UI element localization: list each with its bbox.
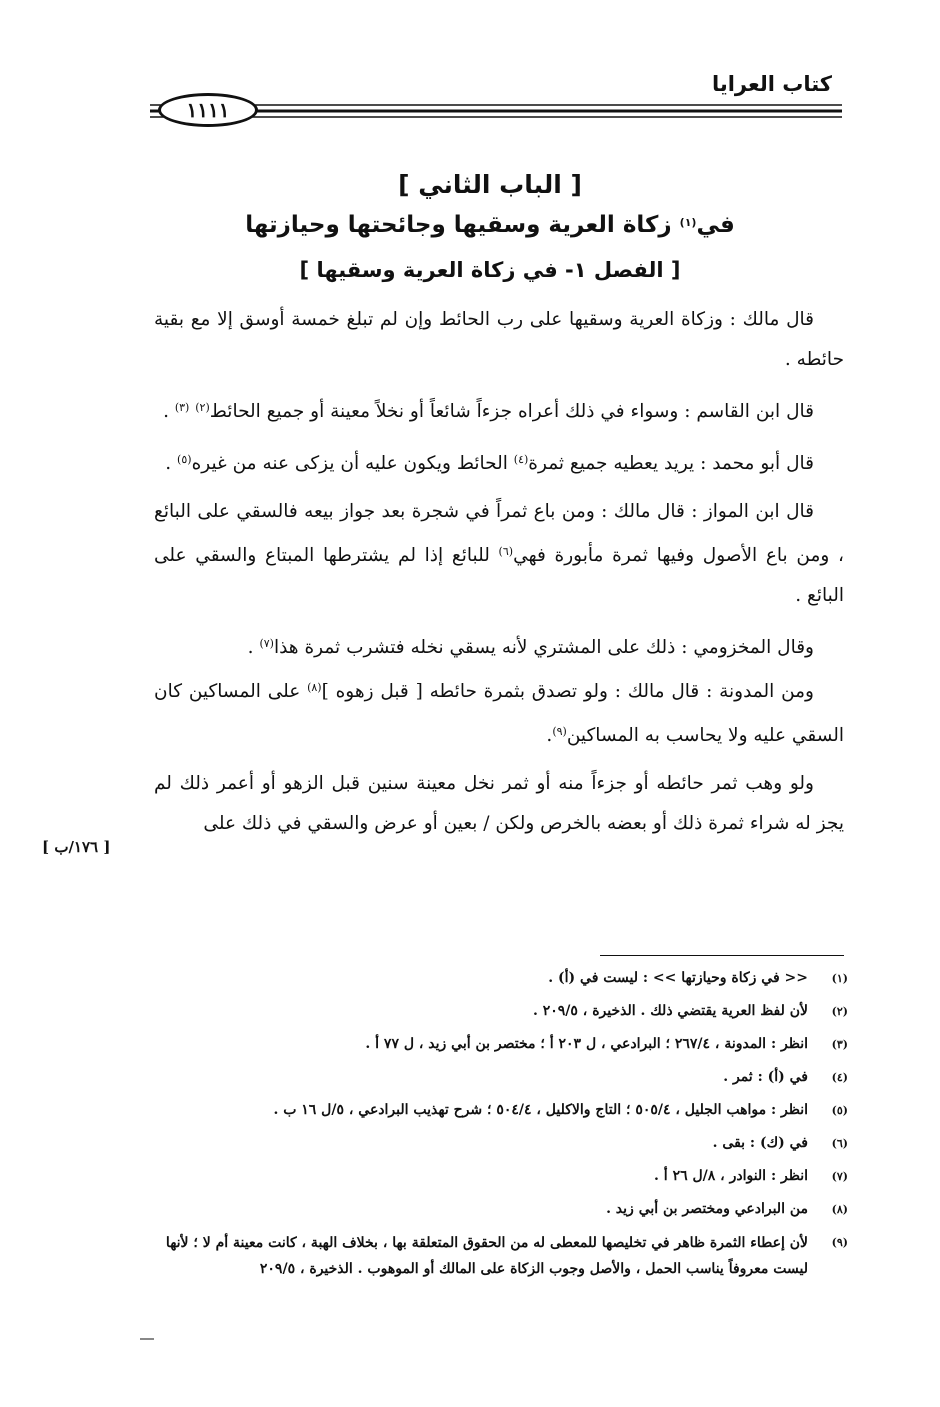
footnote-number: (٣) xyxy=(831,1038,848,1051)
footnote-number: (٩) xyxy=(831,1236,848,1249)
footnote-text: انظر : مواهب الجليل ، ٥٠٥/٤ ؛ التاج والاكليل ، ٥٠٤/٤ ؛ شرح تهذيب البرادعي ، ٥/ل ١٦ ب . xyxy=(273,1102,808,1118)
footnote-ref[interactable]: (٧) xyxy=(259,637,274,650)
footnote-text: انظر : المدونة ، ٢٦٧/٤ ؛ البرادعي ، ل ٢٠٣ أ ؛ مختصر بن أبي زيد ، ل ٧٧ أ . xyxy=(365,1036,808,1052)
footnote xyxy=(144,1127,848,1160)
footnote-number: (٨) xyxy=(831,1203,848,1216)
paragraph-text: على المساكين كان السقي عليه ولا يحاسب به المساكين xyxy=(154,681,844,746)
footnote-text: في (ك) : بقى . xyxy=(712,1135,808,1151)
footnote-ref[interactable]: (٥) xyxy=(177,453,192,466)
chapter-subtitle xyxy=(140,212,840,238)
running-title: كتاب العرايا xyxy=(711,72,832,96)
section-title: [ الفصل ١- في زكاة العرية وسقيها ] xyxy=(299,258,681,282)
footnote-text: << في زكاة وحيازتها >> : ليست في (أ) . xyxy=(548,970,808,986)
paragraph-end: . xyxy=(163,401,175,422)
paragraph: ولو وهب ثمر حائطه أو جزءاً منه أو ثمر نخل معينة سنين قبل الزهو أو أعمر ذلك لم يجز له شراء ثمرة ذلك أو بعضه بالخرص ولكن / بعين أو عرض والسقي في ذلك على xyxy=(154,773,844,834)
paragraph-text: قال ابن المواز : قال مالك : ومن باع ثمراً في شجرة بعد جواز بيعه فالسقي على البائع ، ومن باع الأصول وفيها ثمرة مأبورة فهي xyxy=(154,501,844,566)
paragraph-text: ومن المدونة : قال مالك : ولو تصدق بثمرة حائطه [ قبل زهوه ] xyxy=(321,681,814,702)
footnote xyxy=(144,962,848,995)
paragraph: قال مالك : وزكاة العرية وسقيها على رب الحائط وإن لم تبلغ خمسة أوسق إلا مع بقية حائطه . xyxy=(154,309,844,370)
paragraph-text: للبائع إذا لم يشترطها المبتاع والسقي على البائع . xyxy=(154,545,844,606)
footnote xyxy=(144,1160,848,1193)
footnote-ref[interactable]: (٤) xyxy=(513,453,529,466)
footnote xyxy=(144,1028,848,1061)
footnote xyxy=(144,1061,848,1094)
scan-smudge xyxy=(140,1338,154,1340)
paragraph xyxy=(154,668,844,756)
footnote-separator xyxy=(600,955,844,956)
paragraph-text: الحائط ويكون عليه أن يزكى عنه من غيره xyxy=(191,453,514,474)
footnote-number: (٤) xyxy=(831,1071,848,1084)
subtitle-prefix: في xyxy=(696,212,735,238)
footnote-number: (٧) xyxy=(831,1170,848,1183)
paragraph xyxy=(154,388,844,432)
paragraph-text: وقال المخزومي : ذلك على المشتري لأنه يسقي نخله فتشرب ثمرة هذا xyxy=(273,637,814,658)
paragraph xyxy=(154,624,844,668)
footnote-number: (٢) xyxy=(831,1005,848,1018)
paragraph xyxy=(154,440,844,484)
paragraph-text: قال ابن القاسم : وسواء في ذلك أعراه جزءاً شائعاً أو نخلاً معينة أو جميع الحائط xyxy=(209,401,814,422)
footnote xyxy=(144,995,848,1028)
footnote-number: (٥) xyxy=(831,1104,848,1117)
footnote-ref[interactable]: (٦) xyxy=(498,545,514,558)
footnote-text: من البرادعي ومختصر بن أبي زيد . xyxy=(606,1201,808,1217)
margin-note: [ ١٧٦/ب ] xyxy=(42,838,111,856)
footnote-ref[interactable]: (٨) xyxy=(307,681,322,694)
footnote-ref[interactable]: (٩) xyxy=(552,725,567,738)
page-number: ١١١١ xyxy=(158,93,258,127)
footnote xyxy=(144,1193,848,1226)
subtitle-text: زكاة العرية وسقيها وجائحتها وحيازتها xyxy=(245,212,680,238)
chapter-title: [ الباب الثاني ] xyxy=(398,170,582,199)
footnote-text: لأن إعطاء الثمرة ظاهر في تخليصها للمعطى له من الحقوق المتعلقة بها ، بخلاف الهبة ، كانت معينة أم لا ؛ لأنها ليست معروفاً يناسب الحمل ، والأصل وجوب الزكاة على المالك أو الموهوب . الذخيرة ، ٢٠٩/٥ xyxy=(165,1235,808,1277)
footnote-number: (١) xyxy=(831,972,848,985)
paragraph-end: . xyxy=(546,725,553,746)
footnotes xyxy=(144,962,848,1282)
paragraph-text: قال أبو محمد : يريد يعطيه جميع ثمرة xyxy=(528,453,814,474)
footnote-ref[interactable]: (٢) xyxy=(195,401,210,414)
paragraph-end: . xyxy=(165,453,178,474)
paragraph xyxy=(154,492,844,616)
footnote-text: في (أ) : ثمر . xyxy=(723,1069,808,1085)
body-text xyxy=(154,300,844,852)
footnote xyxy=(144,1094,848,1127)
footnote-text: انظر : النوادر ، ٨/ل ٢٦ أ . xyxy=(654,1168,808,1184)
footnote-ref[interactable]: (١) xyxy=(679,216,697,229)
footnote-text: لأن لفظ العرية يقتضي ذلك . الذخيرة ، ٢٠٩/٥ . xyxy=(532,1003,808,1019)
paragraph-end: . xyxy=(247,637,260,658)
footnote-ref[interactable]: (٣) xyxy=(174,401,190,414)
footnote xyxy=(144,1230,848,1282)
footnote-number: (٦) xyxy=(831,1137,848,1150)
